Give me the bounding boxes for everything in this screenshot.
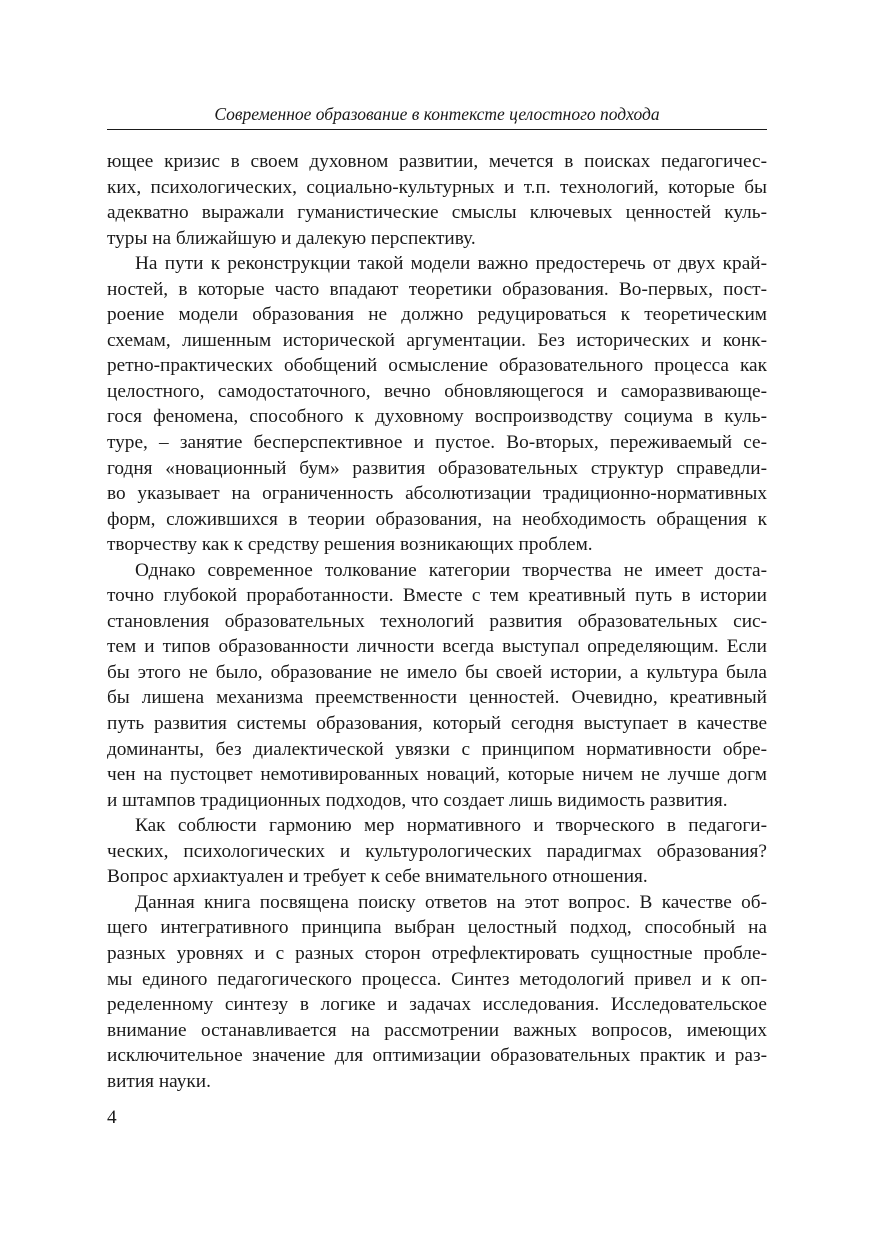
text-line: становления образовательных технологий развития образовательных сис-	[107, 610, 767, 632]
paragraph	[107, 251, 767, 558]
text-line: вития науки.	[107, 1070, 211, 1092]
header-rule	[107, 129, 767, 130]
text-line: точно глубокой проработанности. Вместе с тем креативный путь в истории	[107, 585, 767, 607]
text-line: творчеству как к средству решения возникающих проблем.	[107, 534, 593, 556]
text-line: Как соблюсти гармонию мер нормативного и творческого в педагоги-	[135, 815, 767, 837]
text-line: мы единого педагогического процесса. Синтез методологий привел и к оп-	[107, 968, 767, 990]
text-line: ретно-практических обобщений осмысление образовательного процесса как	[107, 355, 767, 377]
text-line: ющее кризис в своем духовном развитии, мечется в поисках педагогичес-	[107, 151, 767, 172]
text-line: внимание останавливается на рассмотрении важных вопросов, имеющих	[107, 1019, 767, 1041]
text-line: исключительное значение для оптимизации образовательных практик и раз-	[107, 1045, 767, 1067]
text-line: ределенному синтезу в логике и задачах исследования. Исследовательское	[107, 994, 767, 1016]
text-line: ческих, психологических и культурологических парадигмах образования?	[107, 840, 767, 862]
text-line: тем и типов образованности личности всегда выступал определяющим. Если	[107, 636, 767, 658]
paragraph	[107, 890, 767, 1094]
paragraph	[107, 149, 767, 251]
text-line: чен на пустоцвет немотивированных новаций, которые ничем не лучше догм	[107, 764, 767, 786]
text-line: туры на ближайшую и далекую перспективу.	[107, 227, 476, 249]
page-number: 4	[107, 1107, 117, 1128]
paragraph	[107, 813, 767, 890]
text-line: и штампов традиционных подходов, что создает лишь видимость развития.	[107, 789, 728, 811]
text-line: туре, – занятие бесперспективное и пустое. Во-вторых, переживаемый се-	[107, 432, 767, 454]
text-line: целостного, самодостаточного, вечно обновляющегося и саморазвивающе-	[107, 380, 767, 402]
text-line: бы этого не было, образование не имело бы своей истории, а культура была	[107, 661, 767, 683]
text-line: разных уровнях и с разных сторон отрефлектировать сущностные пробле-	[107, 942, 767, 964]
text-line: ностей, в которые часто впадают теоретики образования. Во-первых, пост-	[107, 278, 767, 300]
running-head: Современное образование в контексте целостного подхода	[214, 104, 660, 124]
text-line: путь развития системы образования, который сегодня выступает в качестве	[107, 713, 767, 735]
text-line: гося феномена, способного к духовному воспроизводству социума в куль-	[107, 406, 767, 428]
text-line: щего интегративного принципа выбран целостный подход, способный на	[107, 917, 767, 939]
text-line: форм, сложившихся в теории образования, на необходимость обращения к	[107, 508, 767, 530]
text-line: схемам, лишенным исторической аргументации. Без исторических и конк-	[107, 329, 767, 351]
text-line: во указывает на ограниченность абсолютизации традиционно-нормативных	[107, 483, 767, 505]
paragraph	[107, 558, 767, 813]
text-line: Однако современное толкование категории творчества не имеет доста-	[135, 559, 767, 581]
text-line: Вопрос архиактуален и требует к себе внимательного отношения.	[107, 866, 648, 888]
text-line: доминанты, без диалектической увязки с принципом нормативности обре-	[107, 738, 767, 760]
text-line: ких, психологических, социально-культурных и т.п. технологий, которые бы	[107, 176, 767, 198]
text-line: роение модели образования не должно редуцироваться к теоретическим	[107, 304, 767, 326]
text-line: адекватно выражали гуманистические смыслы ключевых ценностей куль-	[107, 202, 767, 224]
text-line: годня «новационный бум» развития образовательных структур справедли-	[107, 457, 767, 479]
body-text	[107, 149, 767, 1094]
text-line: Данная книга посвящена поиску ответов на этот вопрос. В качестве об-	[135, 891, 767, 913]
text-line: На пути к реконструкции такой модели важно предостеречь от двух край-	[135, 253, 767, 275]
text-line: бы лишена механизма преемственности ценностей. Очевидно, креативный	[107, 687, 767, 709]
